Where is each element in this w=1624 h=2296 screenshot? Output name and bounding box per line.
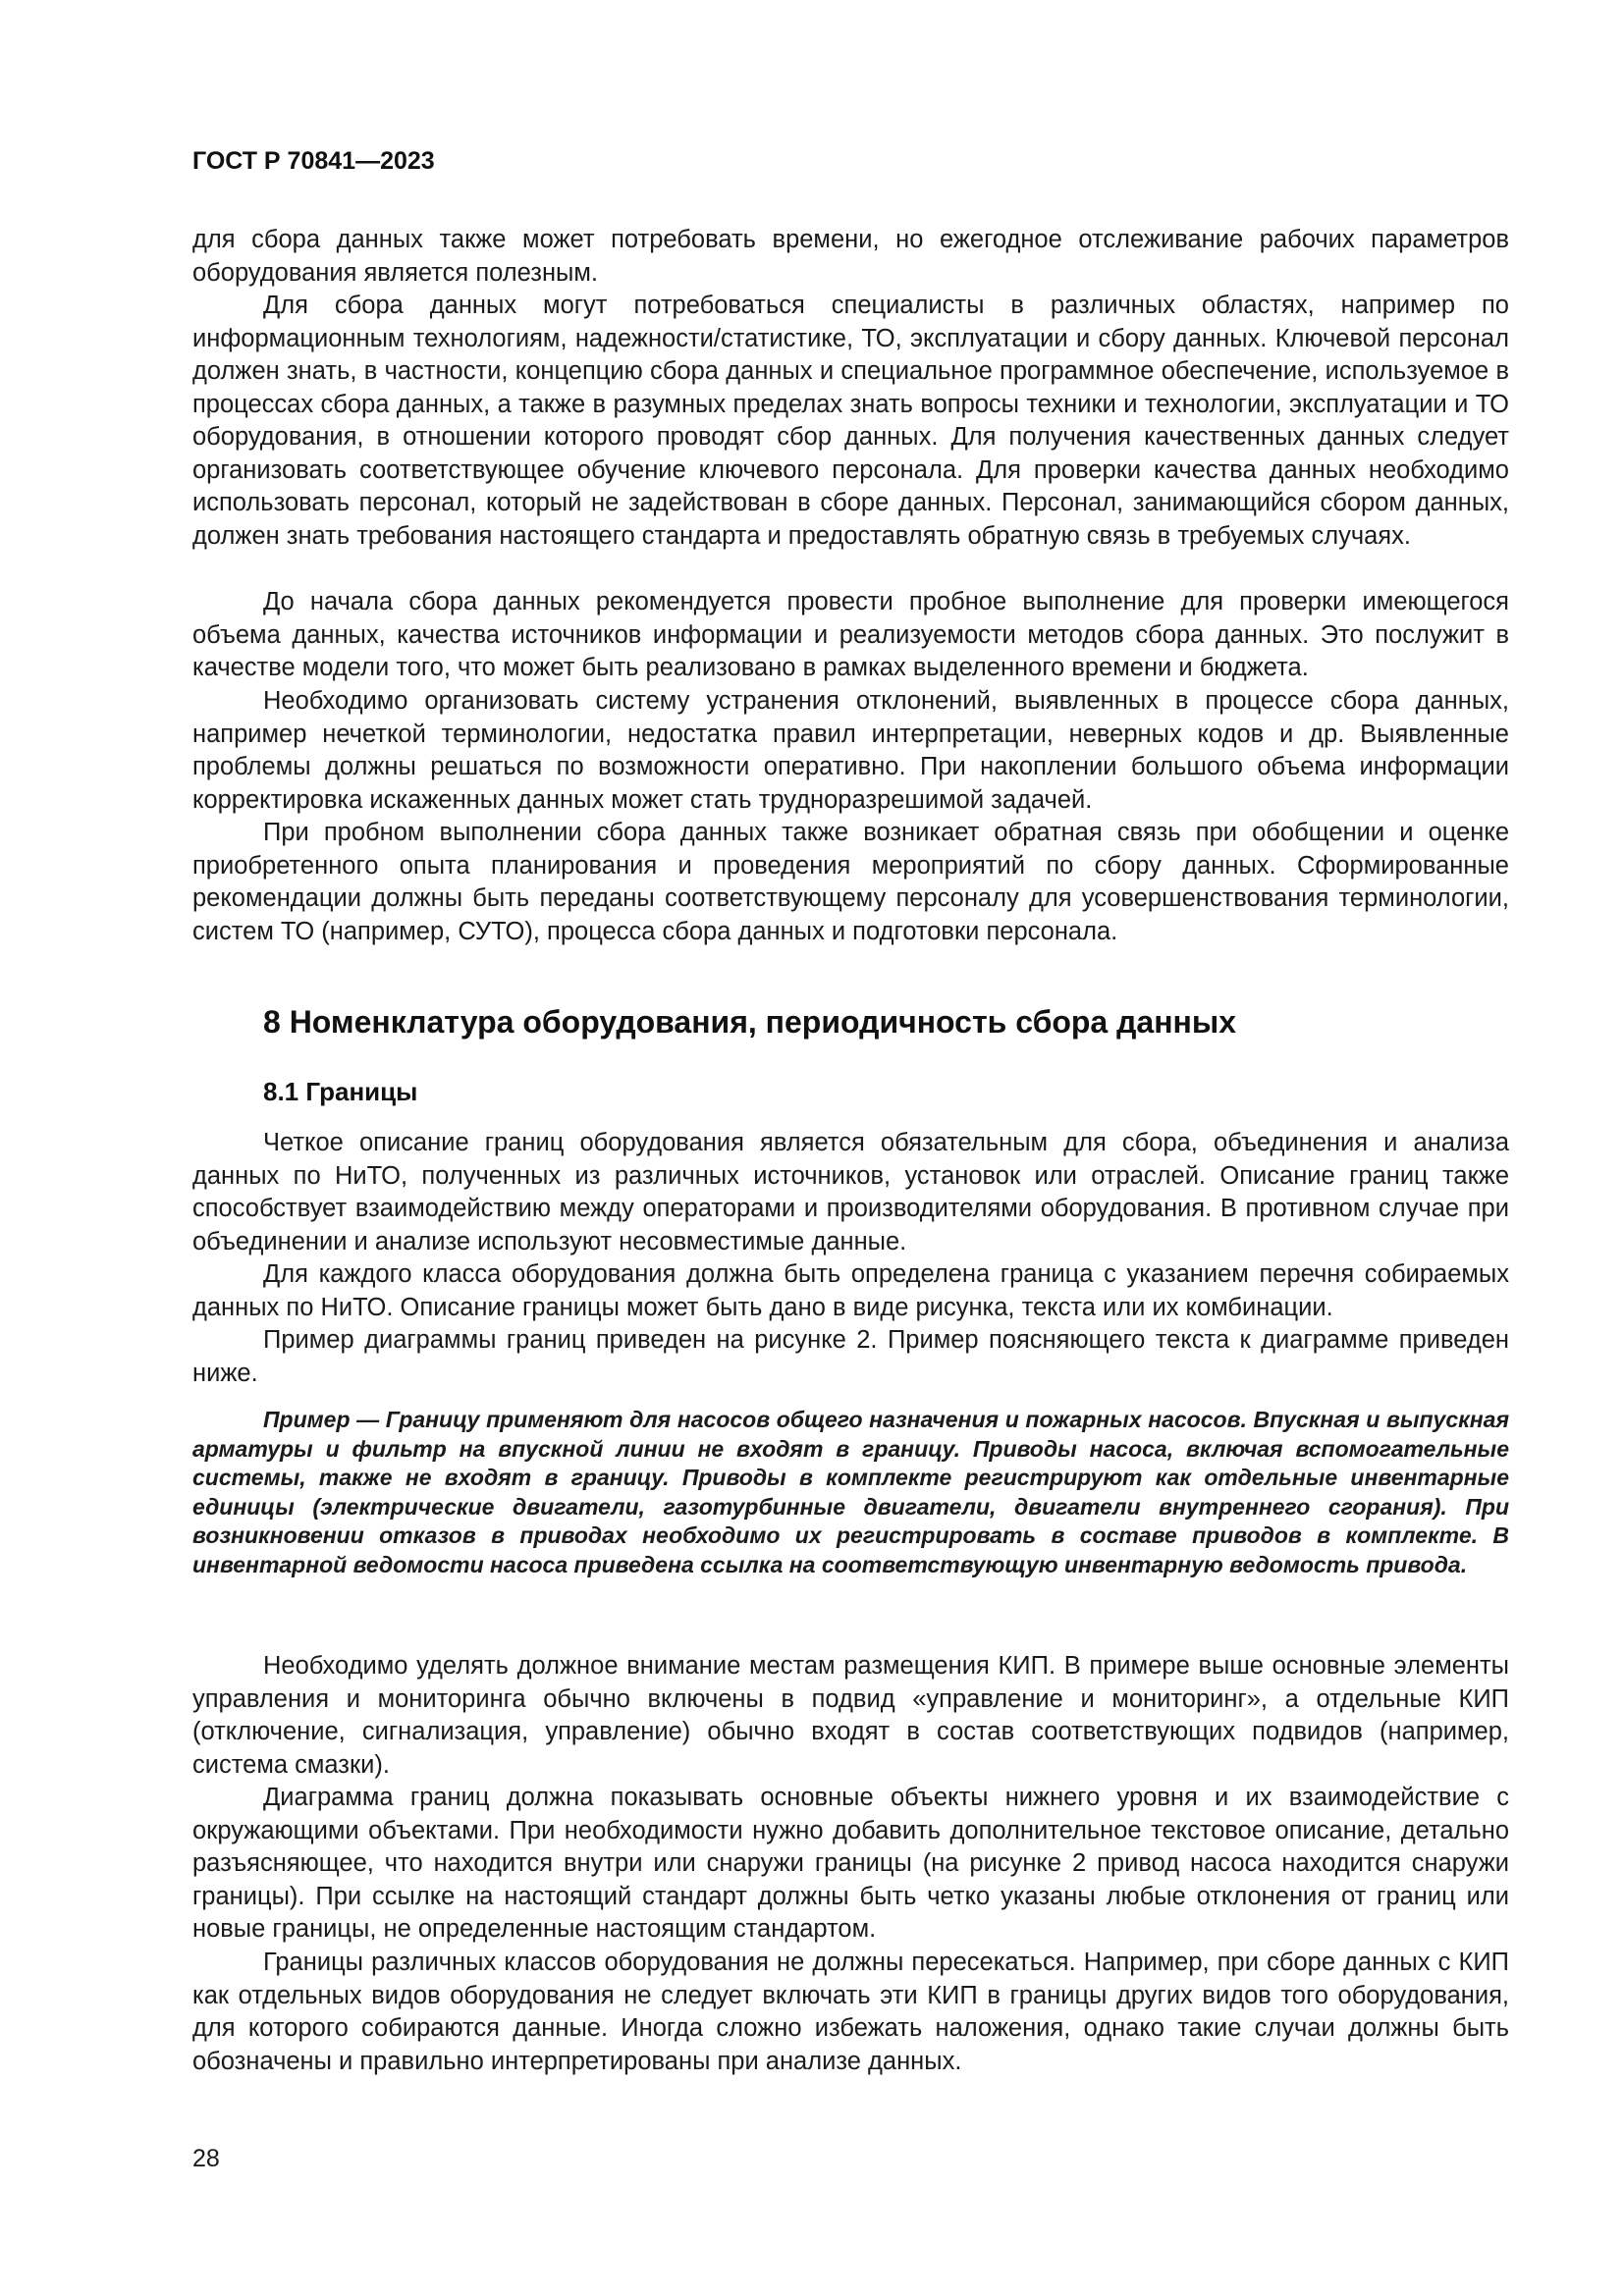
paragraph-no-overlap: Границы различных классов оборудования не должны пересекаться. Например, при сборе данных с КИП как отдельных видов оборудования не следует включать эти КИП в границы других видов того оборудования, для которого собираются данные. Иногда сложно избежать наложения, однако такие случаи должны быть обозначены и правильно интерпретированы при анализе данных.	[192, 1949, 1509, 2075]
subsection-title: 8.1 Границы	[263, 1077, 418, 1106]
paragraph-trial-run: До начала сбора данных рекомендуется провести пробное выполнение для проверки имеющегося объема данных, качества источников информации и реализуемости методов сбора данных. Это послужит в качестве модели того, что может быть реализовано в рамках выделенного времени и бюджета.	[192, 588, 1509, 681]
standard-id-header: ГОСТ Р 70841—2023	[192, 147, 435, 175]
paragraph-boundary-class: Для каждого класса оборудования должна быть определена граница с указанием перечня собираемых данных по НиТО. Описание границы может быть дано в виде рисунка, текста или их комбинации.	[192, 1260, 1509, 1321]
paragraph-specialists: Для сбора данных могут потребоваться специалисты в различных областях, например по информационным технологиям, надежности/статистике, ТО, эксплуатации и сбору данных. Ключевой персонал должен знать, в частности, концепцию сбора данных и специальное программное обеспечение, используемое в процессах сбора данных, а также в разумных пределах знать вопросы техники и технологии, эксплуатации и ТО оборудования, в отношении которого проводят сбор данных. Для получения качественных данных следует организовать соответствующее обучение ключевого персонала. Для проверки качества данных необходимо использовать персонал, который не задействован в сборе данных. Персонал, занимающийся сбором данных, должен знать требования настоящего стандарта и предоставлять обратную связь в требуемых случаях.	[192, 292, 1509, 550]
paragraph-boundary-diagram: Диаграмма границ должна показывать основные объекты нижнего уровня и их взаимодействие с окружающими объектами. При необходимости нужно добавить дополнительное текстовое описание, детально разъясняющее, что находится внутри или снаружи границы (на рисунке 2 привод насоса находится снаружи границы). При ссылке на настоящий стандарт должны быть четко указаны любые отклонения от границ или новые границы, не определенные настоящим стандартом.	[192, 1784, 1509, 1943]
paragraph-instrumentation: Необходимо уделять должное внимание местам размещения КИП. В примере выше основные элементы управления и мониторинга обычно включены в подвид «управление и мониторинг», а отдельные КИП (отключение, сигнализация, управление) обычно входят в состав соответствующих подвидов (например, система смазки).	[192, 1652, 1509, 1779]
example-note: Пример — Границу применяют для насосов общего назначения и пожарных насосов. Впускная и выпускная арматуры и фильтр на впускной линии не входят в границу. Приводы насоса, включая вспомогательные системы, также не входят в границу. Приводы в комплекте регистрируют как отдельные инвентарные единицы (электрические двигатели, газотурбинные двигатели, двигатели внутреннего сгорания). При возникновении отказов в приводах необходимо их регистрировать в составе приводов в комплекте. В инвентарной ведомости насоса приведена ссылка на соответствующую инвентарную ведомость привода.	[192, 1407, 1509, 1577]
paragraph-feedback: При пробном выполнении сбора данных также возникает обратная связь при обобщении и оценке приобретенного опыта планирования и проведения мероприятий по сбору данных. Сформированные рекомендации должны быть переданы соответствующему персоналу для усовершенствования терминологии, систем ТО (например, СУТО), процесса сбора данных и подготовки персонала.	[192, 819, 1509, 945]
paragraph-deviations: Необходимо организовать систему устранения отклонений, выявленных в процессе сбора данных, например нечеткой терминологии, недостатка правил интерпретации, неверных кодов и др. Выявленные проблемы должны решаться по возможности оперативно. При накоплении большого объема информации корректировка искаженных данных может стать трудноразрешимой задачей.	[192, 687, 1509, 814]
paragraph-boundaries-intro: Четкое описание границ оборудования является обязательным для сбора, объединения и анализа данных по НиТО, полученных из различных источников, установок или отраслей. Описание границ также способствует взаимодействию между операторами и производителями оборудования. В противном случае при объединении и анализе используют несовместимые данные.	[192, 1129, 1509, 1255]
page-number: 28	[192, 2145, 220, 2172]
paragraph-continuation: для сбора данных также может потребовать времени, но ежегодное отслеживание рабочих параметров оборудования является полезным.	[192, 226, 1509, 287]
paragraph-diagram-example: Пример диаграммы границ приведен на рисунке 2. Пример поясняющего текста к диаграмме приведен ниже.	[192, 1326, 1509, 1387]
section-title: 8 Номенклатура оборудования, периодичность сбора данных	[263, 1004, 1236, 1040]
